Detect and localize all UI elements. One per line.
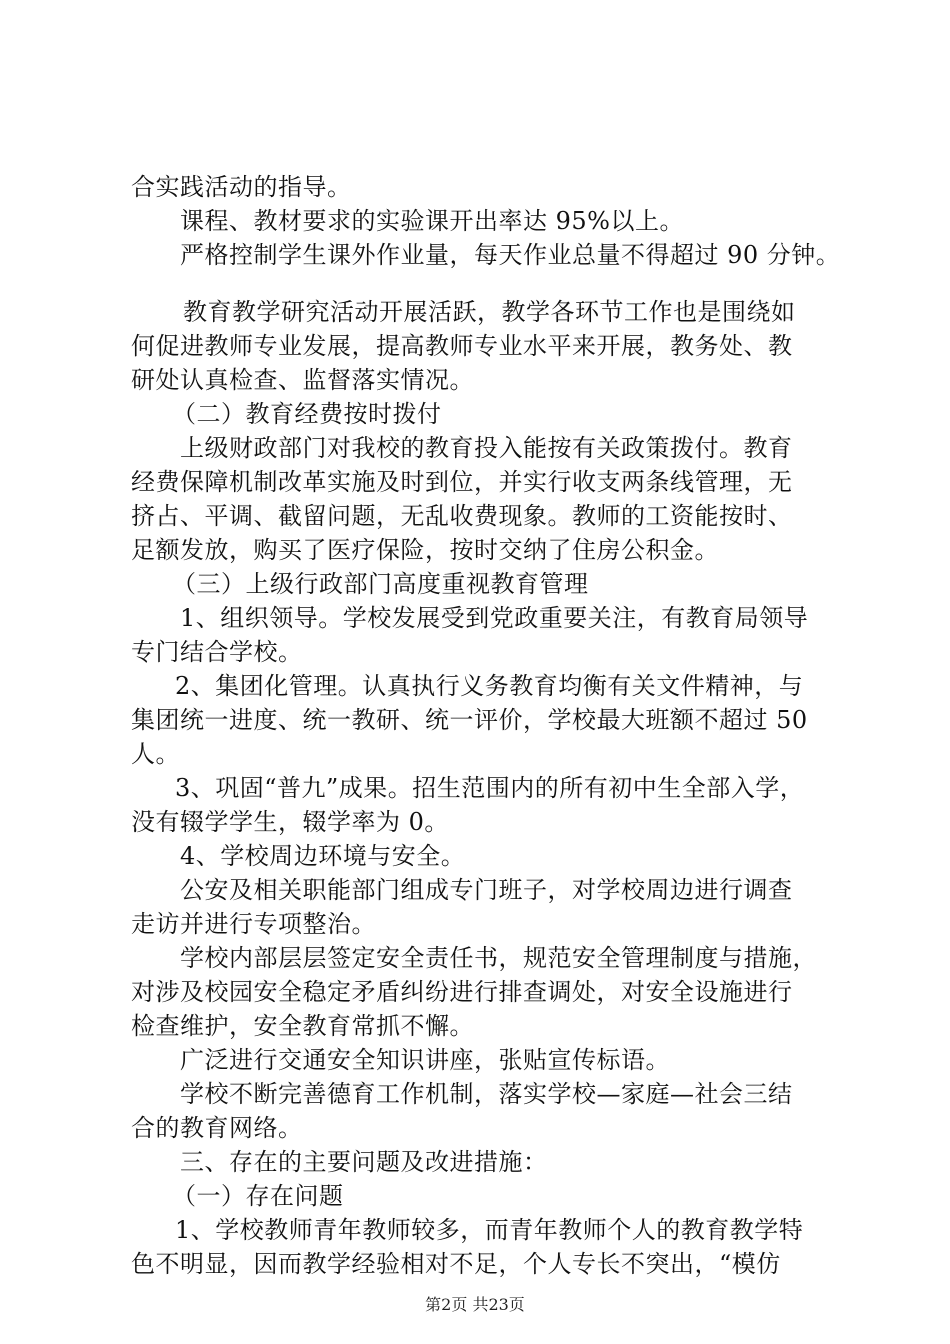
text-line: 1、学校教师青年教师较多，而青年教师个人的教育教学特 xyxy=(175,1216,804,1244)
text-line: 公安及相关职能部门组成专门班子，对学校周边进行调查 xyxy=(180,876,793,904)
text-line: 足额发放，购买了医疗保险，按时交纳了住房公积金。 xyxy=(131,536,719,564)
page-number-footer: 第2页 共23页 xyxy=(425,1295,525,1314)
section-heading: 三、存在的主要问题及改进措施： xyxy=(180,1148,548,1176)
section-heading: （二）教育经费按时拨付 xyxy=(172,400,442,428)
text-line: 严格控制学生课外作业量，每天作业总量不得超过 90 分钟。 xyxy=(180,241,841,269)
text-line: 1、组织领导。学校发展受到党政重要关注，有教育局领导 xyxy=(180,604,809,632)
text-line: 4、学校周边环境与安全。 xyxy=(180,842,466,870)
text-line: 挤占、平调、截留问题，无乱收费现象。教师的工资能按时、 xyxy=(131,502,793,530)
text-line: 色不明显，因而教学经验相对不足，个人专长不突出，“模仿 xyxy=(131,1250,781,1278)
section-heading: （一）存在问题 xyxy=(172,1182,344,1210)
text-line: 经费保障机制改革实施及时到位，并实行收支两条线管理，无 xyxy=(131,468,793,496)
text-line: 人。 xyxy=(131,740,180,768)
text-line: 课程、教材要求的实验课开出率达 95%以上。 xyxy=(180,207,684,235)
text-line: 对涉及校园安全稳定矛盾纠纷进行排查调处，对安全设施进行 xyxy=(131,978,793,1006)
text-line: 学校内部层层签定安全责任书，规范安全管理制度与措施， xyxy=(180,944,817,972)
text-line: 何促进教师专业发展，提高教师专业水平来开展，教务处、教 xyxy=(131,332,793,360)
text-line: 检查维护，安全教育常抓不懈。 xyxy=(131,1012,474,1040)
text-line: 没有辍学学生，辍学率为 0。 xyxy=(131,808,449,836)
text-line: 3、巩固“普九”成果。招生范围内的所有初中生全部入学， xyxy=(175,774,805,802)
text-line: 走访并进行专项整治。 xyxy=(131,910,376,938)
text-line: 广泛进行交通安全知识讲座，张贴宣传标语。 xyxy=(180,1046,670,1074)
text-line: 2、集团化管理。认真执行义务教育均衡有关文件精神，与 xyxy=(175,672,804,700)
text-line: 研处认真检查、监督落实情况。 xyxy=(131,366,474,394)
text-line: 教育教学研究活动开展活跃，教学各环节工作也是围绕如 xyxy=(183,298,796,326)
text-line: 专门结合学校。 xyxy=(131,638,303,666)
text-line: 上级财政部门对我校的教育投入能按有关政策拨付。教育 xyxy=(180,434,793,462)
text-line: 学校不断完善德育工作机制，落实学校—家庭—社会三结 xyxy=(180,1080,793,1108)
text-line: 合的教育网络。 xyxy=(131,1114,303,1142)
text-line: 合实践活动的指导。 xyxy=(131,173,352,201)
text-line: 集团统一进度、统一教研、统一评价，学校最大班额不超过 50 xyxy=(131,706,808,734)
section-heading: （三）上级行政部门高度重视教育管理 xyxy=(172,570,589,598)
